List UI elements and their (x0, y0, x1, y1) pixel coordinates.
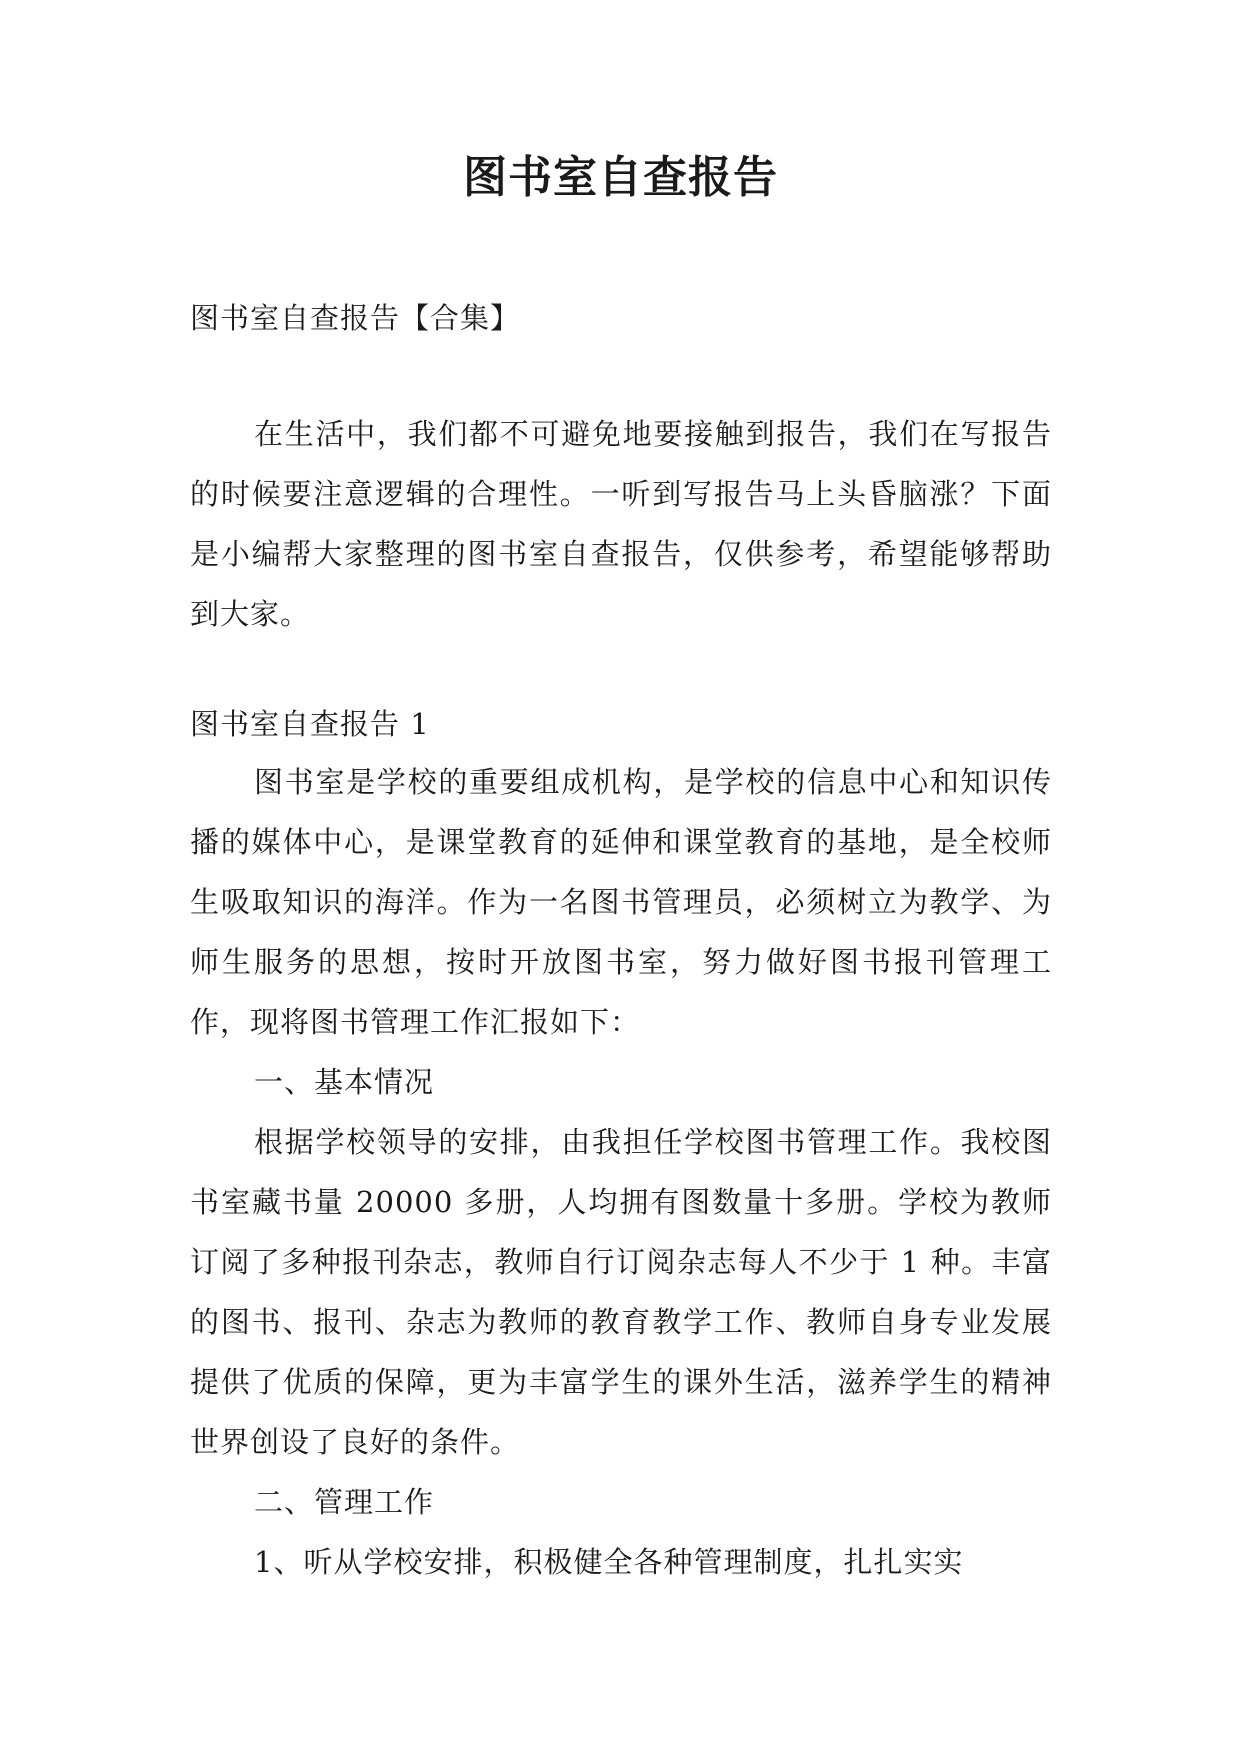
body-paragraph: 图书室是学校的重要组成机构，是学校的信息中心和知识传播的媒体中心，是课堂教育的延伸和课堂教育的基地，是全校师生吸取知识的海洋。作为一名图书管理员，必须树立为教学、为师生服务的思想，按时开放图书室，努力做好图书报刊管理工作，现将图书管理工作汇报如下： (190, 765, 1052, 1039)
body-paragraph: 1、听从学校安排，积极健全各种管理制度，扎扎实实 (254, 1545, 964, 1579)
section-body (190, 752, 1052, 1592)
document-subtitle: 图书室自查报告【合集】 (190, 301, 521, 335)
document-title: 图书室自查报告 (463, 152, 778, 203)
intro-paragraph: 在生活中，我们都不可避免地要接触到报告，我们在写报告的时候要注意逻辑的合理性。一听到写报告马上头昏脑涨？下面是小编帮大家整理的图书室自查报告，仅供参考，希望能够帮助到大家。 (190, 417, 1052, 631)
section-heading: 图书室自查报告 1 (190, 707, 430, 741)
body-paragraph: 根据学校领导的安排，由我担任学校图书管理工作。我校图书室藏书量 20000 多册，人均拥有图数量十多册。学校为教师订阅了多种报刊杂志，教师自行订阅杂志每人不少于 1 种。丰富的图书、报刊、杂志为教师的教育教学工作、教师自身专业发展提供了优质的保障，更为丰富学生的课外生活，滋养学生的精神世界创设了良好的条件。 (190, 1125, 1052, 1459)
subheading-basic-situation: 一、基本情况 (254, 1065, 435, 1099)
subheading-management-work: 二、管理工作 (254, 1485, 435, 1519)
